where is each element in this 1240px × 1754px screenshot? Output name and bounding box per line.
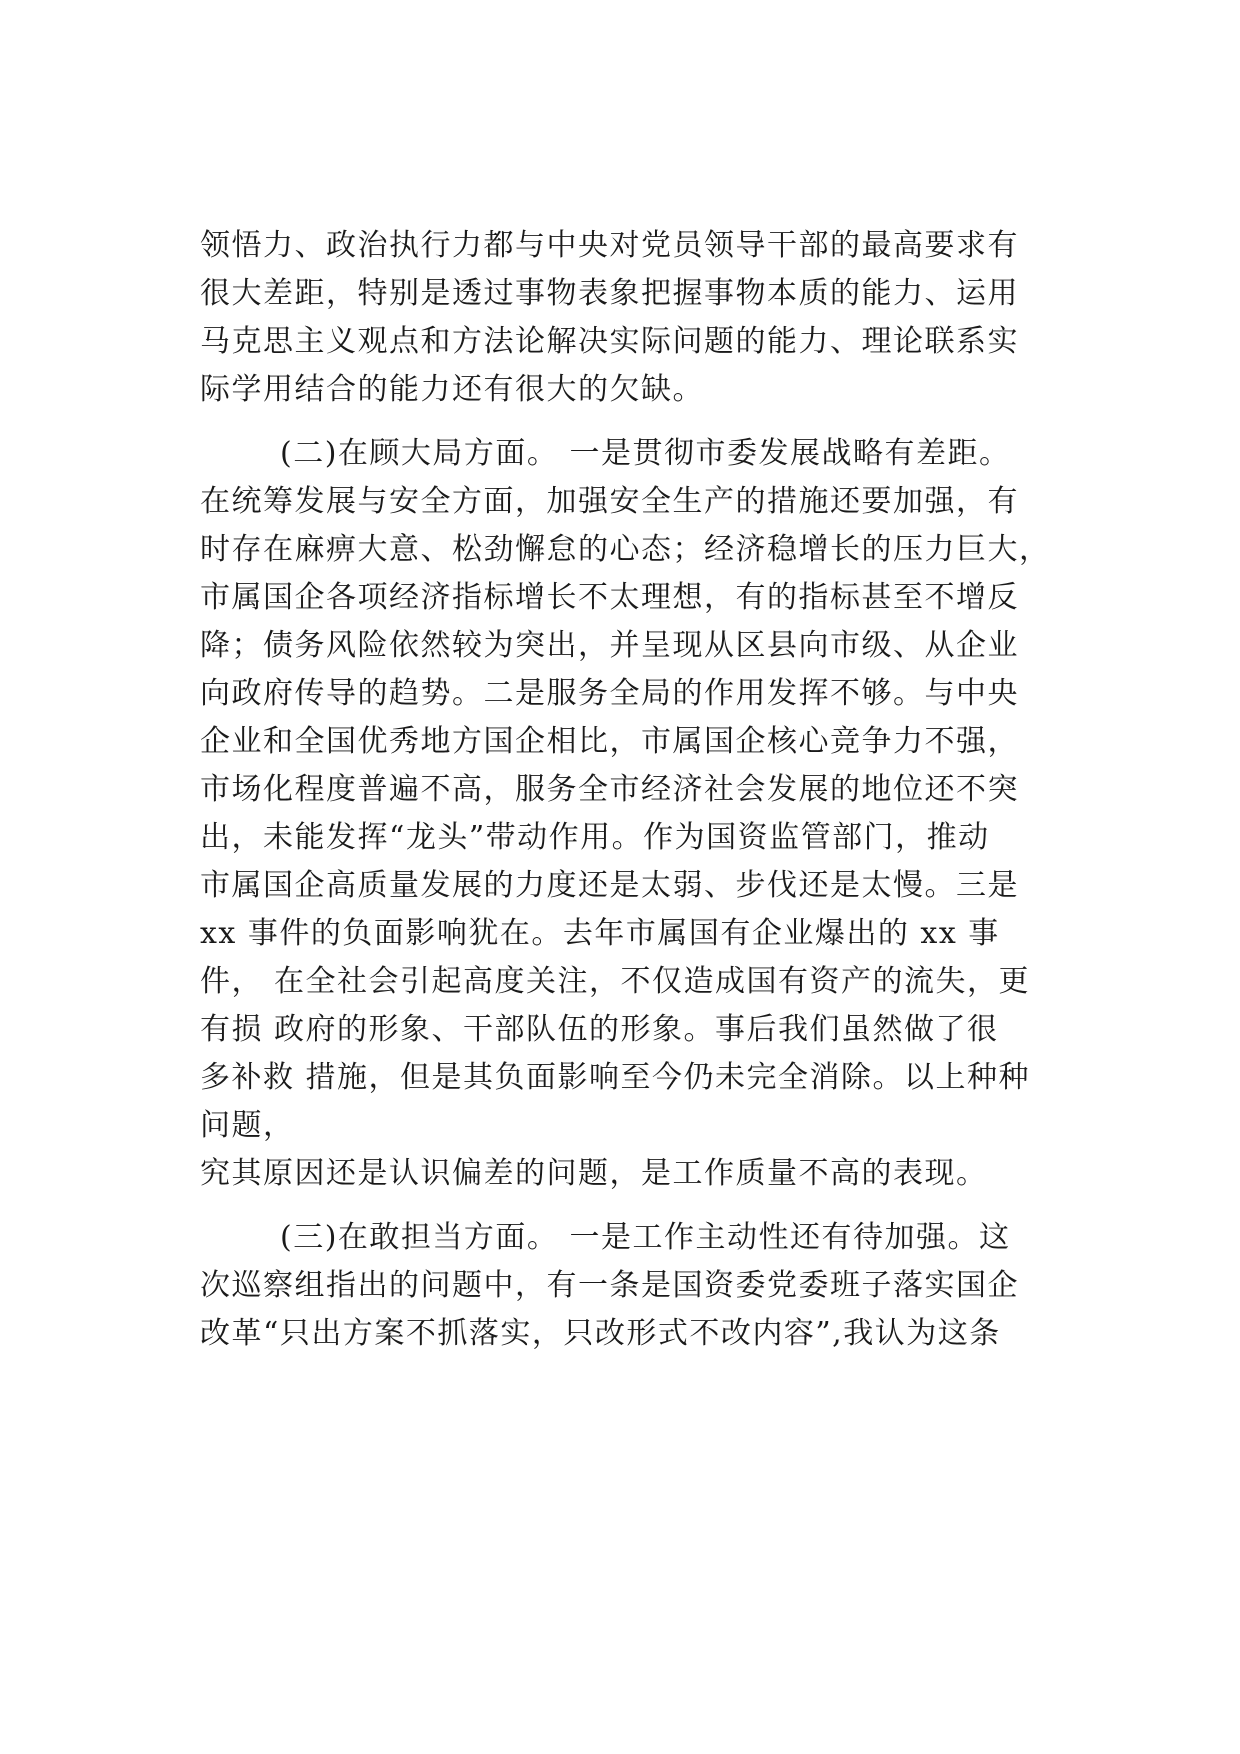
paragraph	[200, 222, 1080, 414]
text-line: 马克思主义观点和方法论解决实际问题的能力、理论联系实	[200, 324, 1019, 359]
text-line: 企业和全国优秀地方国企相比，市属国企核心竞争力不强，	[200, 724, 1019, 759]
paragraph	[200, 430, 1080, 1198]
text-line: 降；债务风险依然较为突出，并呈现从区县向市级、从企业	[200, 628, 1019, 663]
text-line: xx 事件的负面影响犹在。去年市属国有企业爆出的 xx 事	[200, 916, 1000, 951]
document-body	[200, 222, 1080, 1358]
text-line: 向政府传导的趋势。二是服务全局的作用发挥不够。与中央	[200, 676, 1019, 711]
text-line: 有损 政府的形象、干部队伍的形象。事后我们虽然做了很	[200, 1012, 999, 1047]
text-line: 领悟力、政治执行力都与中央对党员领导干部的最高要求有	[200, 228, 1019, 263]
text-line: 次巡察组指出的问题中，有一条是国资委党委班子落实国企	[200, 1268, 1019, 1303]
paragraph-gap	[200, 414, 1080, 430]
text-line: 时存在麻痹大意、松劲懈怠的心态；经济稳增长的压力巨大，	[200, 532, 1051, 567]
paragraph-gap	[200, 1198, 1080, 1214]
text-line: 问题，	[200, 1108, 295, 1143]
text-line: 改革“只出方案不抓落实，只改形式不改内容”,我认为这条	[200, 1316, 1001, 1351]
text-line: (二)在顾大局方面。 一是贯彻市委发展战略有差距。	[280, 436, 1011, 471]
text-line: 市属国企高质量发展的力度还是太弱、步伐还是太慢。三是	[200, 868, 1019, 903]
text-line: 在统筹发展与安全方面，加强安全生产的措施还要加强，有	[200, 484, 1019, 519]
text-line: 很大差距，特别是透过事物表象把握事物本质的能力、运用	[200, 276, 1019, 311]
text-line: 际学用结合的能力还有很大的欠缺。	[200, 372, 704, 407]
text-line: 究其原因还是认识偏差的问题，是工作质量不高的表现。	[200, 1156, 988, 1191]
text-line: 市属国企各项经济指标增长不太理想，有的指标甚至不增反	[200, 580, 1019, 615]
text-line: 市场化程度普遍不高，服务全市经济社会发展的地位还不突	[200, 772, 1019, 807]
text-line: 出，未能发挥“龙头”带动作用。作为国资监管部门，推动	[200, 820, 990, 855]
text-line: 多补救 措施，但是其负面影响至今仍未完全消除。以上种种	[200, 1060, 1031, 1095]
text-line: 件， 在全社会引起高度关注，不仅造成国有资产的流失，更	[200, 964, 1031, 999]
text-line: (三)在敢担当方面。 一是工作主动性还有待加强。这	[280, 1220, 1011, 1255]
paragraph	[200, 1214, 1080, 1358]
